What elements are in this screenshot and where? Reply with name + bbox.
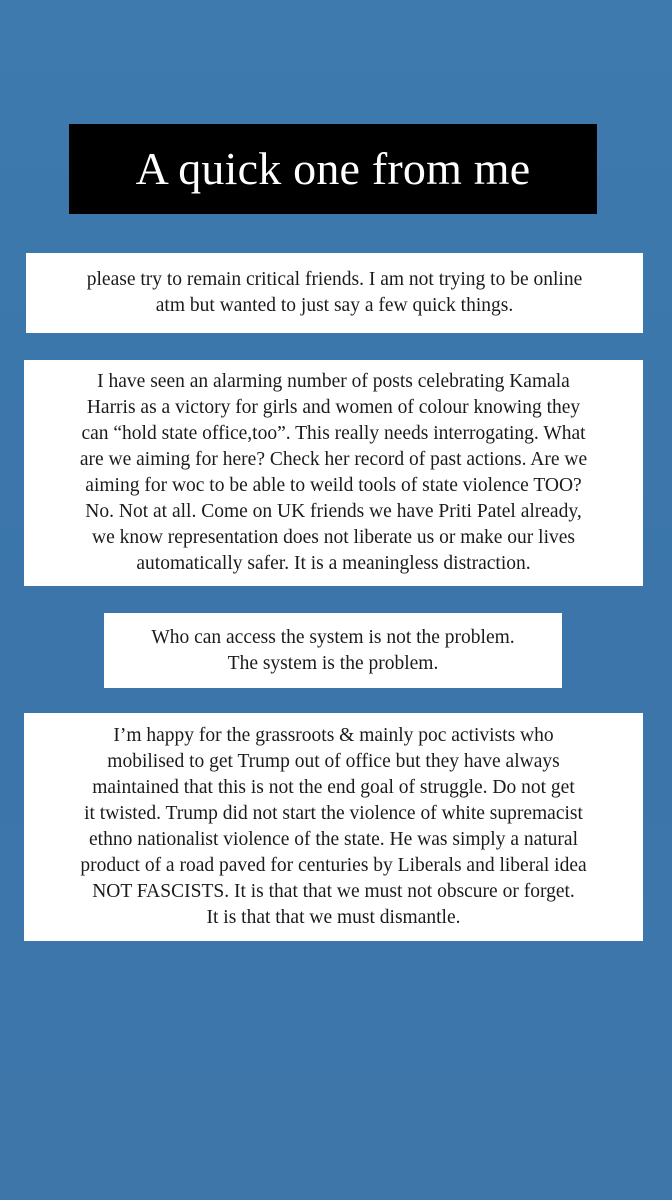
- text-line: product of a road paved for centuries by Liberals and liberal idea: [80, 855, 587, 876]
- text-line: I’m happy for the grassroots & mainly poc activists who: [113, 725, 554, 746]
- text-line: mobilised to get Trump out of office but they have always: [107, 751, 560, 772]
- text-line: The system is the problem.: [227, 652, 439, 674]
- text-line: It is that that we must dismantle.: [206, 907, 461, 928]
- text-line: it twisted. Trump did not start the violence of white supremacist: [84, 803, 583, 824]
- text-card-intro: [26, 253, 643, 333]
- text-line: aiming for woc to be able to weild tools of state violence TOO?: [85, 475, 582, 496]
- text-line: No. Not at all. Come on UK friends we have Priti Patel already,: [85, 501, 582, 522]
- text-line: atm but wanted to just say a few quick things.: [155, 295, 514, 316]
- text-line: NOT FASCISTS. It is that that we must not obscure or forget.: [92, 881, 575, 902]
- text-card-trump: [24, 713, 643, 941]
- text-line: maintained that this is not the end goal of struggle. Do not get: [92, 777, 575, 798]
- text-line: Who can access the system is not the problem.: [151, 626, 515, 648]
- story-title: A quick one from me: [135, 143, 531, 194]
- text-line: I have seen an alarming number of posts celebrating Kamala: [97, 371, 570, 392]
- text-line: are we aiming for here? Check her record of past actions. Are we: [79, 449, 588, 470]
- title-banner: [69, 124, 597, 214]
- text-line: Harris as a victory for girls and women of colour knowing they: [86, 397, 581, 418]
- text-line: automatically safer. It is a meaningless distraction.: [136, 553, 531, 574]
- text-card-system: [104, 613, 562, 688]
- text-line: we know representation does not liberate us or make our lives: [91, 527, 576, 548]
- text-line: please try to remain critical friends. I am not trying to be online: [86, 269, 583, 290]
- text-line: ethno nationalist violence of the state. He was simply a natural: [89, 829, 578, 850]
- text-card-kamala: [24, 360, 643, 586]
- text-line: can “hold state office,too”. This really needs interrogating. What: [81, 423, 586, 444]
